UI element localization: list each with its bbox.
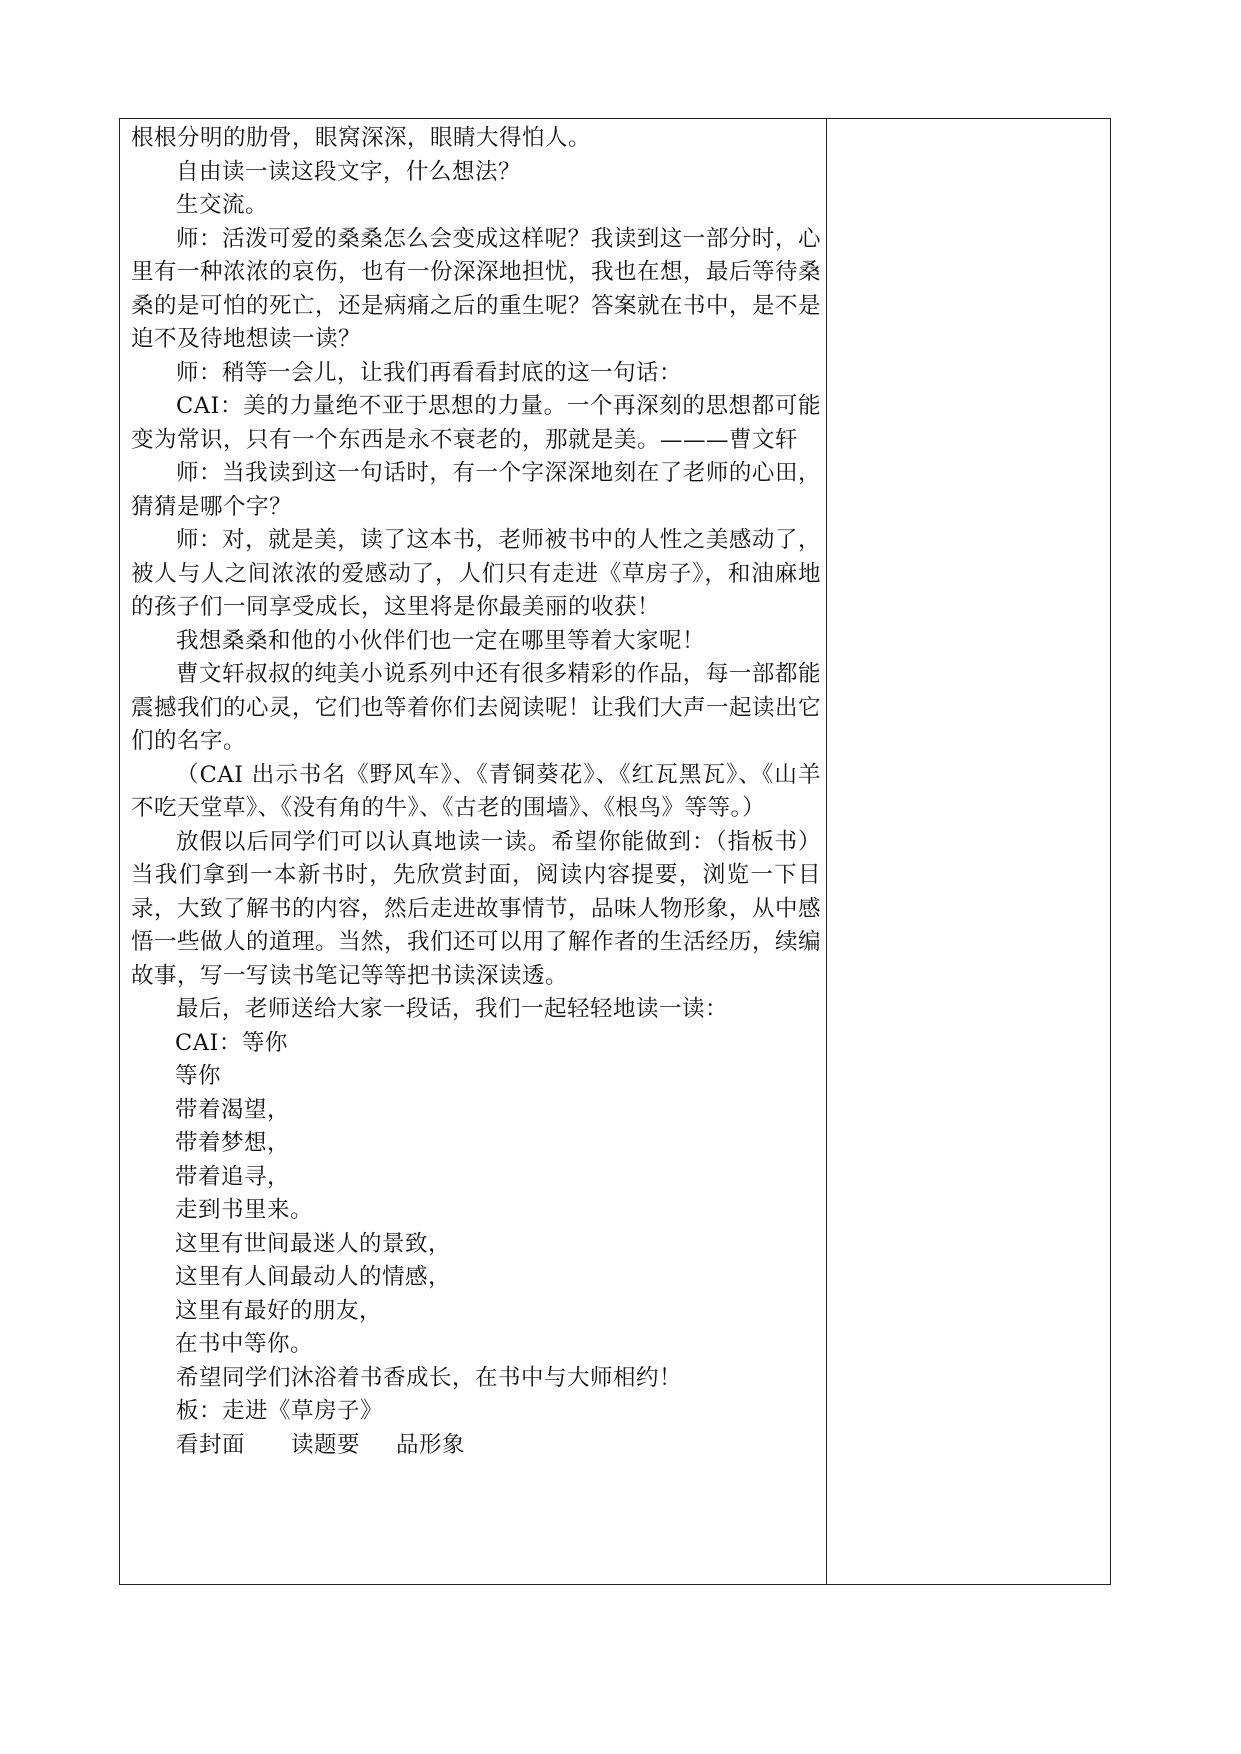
notes-cell [828,119,1110,1584]
poem-line: 走到书里来。 [175,1197,314,1223]
lesson-content-cell [131,119,821,1462]
board-item-summary: 读题要 [291,1431,361,1458]
poem-line: 这里有人间最动人的情感， [175,1264,452,1290]
board-item-characters: 品形象 [396,1431,466,1458]
paragraph-9: 我想桑桑和他的小伙伴们也一定在哪里等着大家呢！ [176,627,706,654]
board-title: 板：走进《草房子》 [176,1398,384,1424]
poem-line: 这里有最好的朋友， [175,1297,383,1324]
column-divider [826,119,827,1584]
poem-line: 在书中等你。 [175,1331,314,1357]
poem-line: 带着渴望， [175,1096,291,1123]
paragraph-4: 师：活泼可爱的桑桑怎么会变成这样呢？我读到这一部分时，心里有一种浓浓的哀伤，也有一份深深地担忧，我也在想，最后等待桑桑的是可怕的死亡，还是病痛之后的重生呢？答案就在书中，是不是迫不及待地想读一读？ [131,225,822,352]
paragraph-1: 根根分明的肋骨，眼窝深深，眼睛大得怕人。 [131,125,592,151]
paragraph-2: 自由读一读这段文字，什么想法？ [176,158,522,185]
paragraph-12: 放假以后同学们可以认真地读一读。希望你能做到：（指板书）当我们拿到一本新书时，先欣赏封面，阅读内容提要，浏览一下目录，大致了解书的内容，然后走进故事情节，品味人物形象，从中感悟一些做人的道理。当然，我们还可以用了解作者的生活经历，续编故事，写一写读书笔记等等把书读深读透。 [131,828,822,989]
paragraph-7: 师：当我读到这一句话时，有一个字深深地刻在了老师的心田，猜猜是哪个字？ [131,460,821,520]
poem-line: 这里有世间最迷人的景致， [175,1230,452,1257]
poem-line: 带着梦想， [175,1130,291,1156]
closing-paragraph: 希望同学们沐浴着书香成长，在书中与大师相约！ [176,1364,683,1391]
board-items [131,1429,821,1463]
lesson-table [119,118,1111,1585]
paragraph-13: 最后，老师送给大家一段话，我们一起轻轻地读一读： [176,996,729,1022]
poem-line: 等你 [175,1063,222,1089]
paragraph-3: 生交流。 [176,192,269,218]
poem [131,1027,821,1362]
paragraph-5: 师：稍等一会儿，让我们再看看封底的这一句话： [176,359,683,386]
paragraph-8: 师：对，就是美，读了这本书，老师被书中的人性之美感动了，被人与人之间浓浓的爱感动了，人们只有走进《草房子》，和油麻地的孩子们一同享受成长，这里将是你最美丽的收获！ [131,527,821,620]
poem-line: CAI：等你 [175,1029,288,1056]
poem-line: 带着追寻， [175,1163,291,1190]
board-item-cover: 看封面 [176,1431,246,1458]
paragraph-11: （CAI 出示书名《野风车》、《青铜葵花》、《红瓦黑瓦》、《山羊不吃天堂草》、《没有角的牛》、《古老的围墙》、《根鸟》等等。） [131,761,821,821]
paragraph-10: 曹文轩叔叔的纯美小说系列中还有很多精彩的作品，每一部都能震撼我们的心灵，它们也等着你们去阅读呢！让我们大声一起读出它们的名字。 [131,661,822,754]
paragraph-6: CAI：美的力量绝不亚于思想的力量。一个再深刻的思想都可能变为常识，只有一个东西是永不衰老的，那就是美。———曹文轩 [131,393,821,453]
